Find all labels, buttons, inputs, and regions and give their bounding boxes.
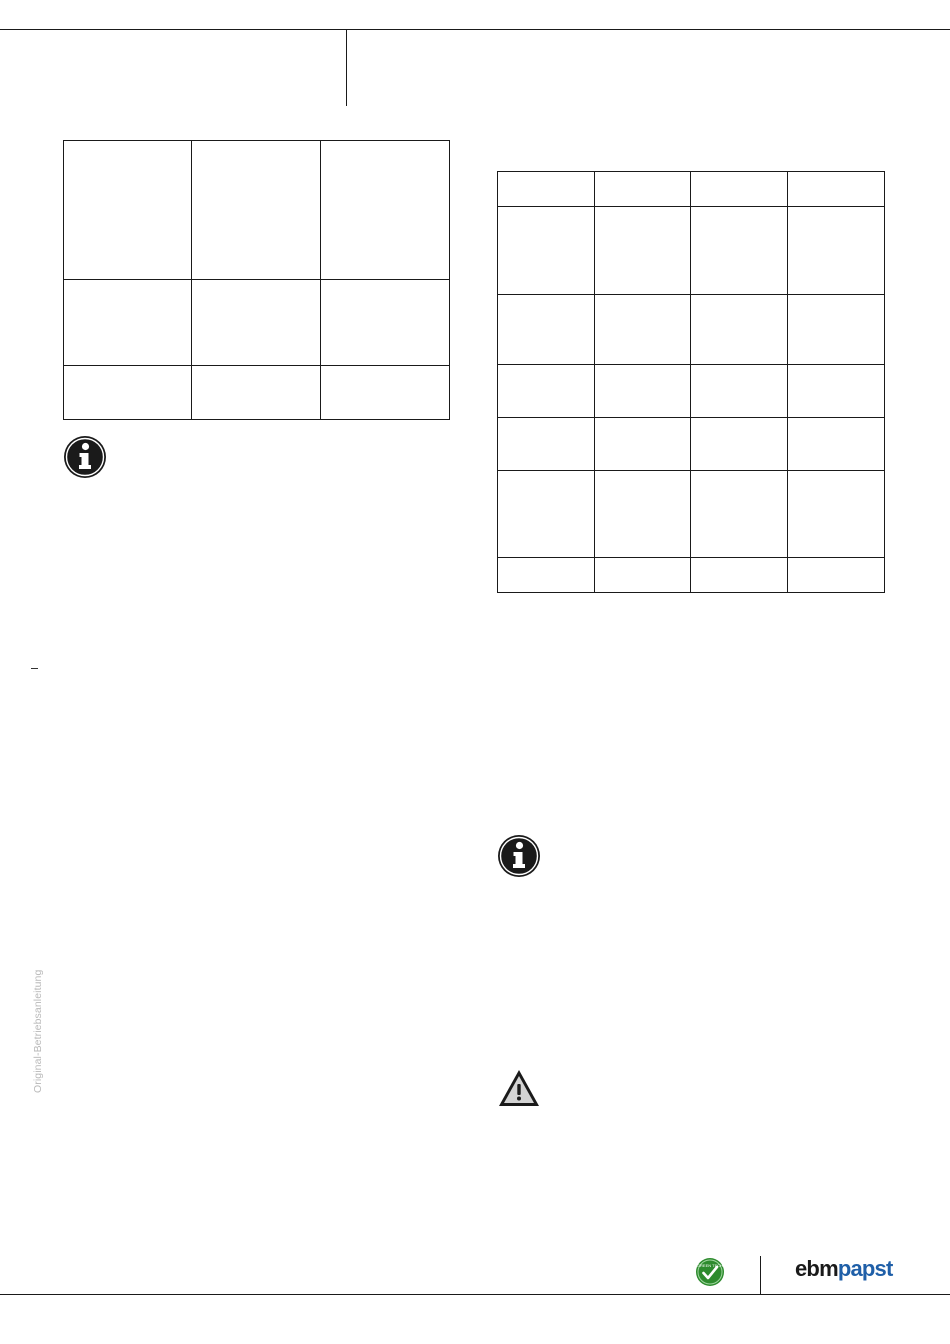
side-note: Original-Betriebsanleitung [32, 969, 44, 1093]
table-row [64, 366, 450, 420]
table-cell [595, 172, 691, 207]
table-cell [192, 280, 321, 366]
footer-divider [760, 1256, 761, 1294]
info-icon [497, 834, 541, 878]
header-divider [346, 29, 347, 106]
table-cell [64, 366, 192, 420]
table-row [64, 280, 450, 366]
table-cell [691, 558, 788, 593]
table-row [498, 207, 885, 295]
table-cell [691, 418, 788, 471]
list-dash [31, 668, 38, 669]
table-cell [788, 295, 885, 365]
table-cell [595, 207, 691, 295]
table-cell [498, 558, 595, 593]
table-cell [691, 207, 788, 295]
header-rule [0, 29, 950, 30]
table-cell [321, 141, 450, 280]
table-row [498, 418, 885, 471]
table-cell [595, 418, 691, 471]
table-cell [498, 471, 595, 558]
table-cell [691, 365, 788, 418]
checkmark-badge-icon [695, 1257, 725, 1287]
table-cell [498, 418, 595, 471]
svg-text:GREEN TECH: GREEN TECH [696, 1263, 724, 1268]
brand-logo [795, 1256, 893, 1282]
table-cell [788, 207, 885, 295]
footer-rule [0, 1294, 950, 1295]
warning-icon [497, 1068, 541, 1108]
table-cell [788, 558, 885, 593]
table-cell [691, 471, 788, 558]
table-cell [64, 141, 192, 280]
table-cell [498, 172, 595, 207]
table-cell [64, 280, 192, 366]
brand-logo-part2: papst [837, 1256, 893, 1281]
table-row [498, 295, 885, 365]
table-cell [321, 280, 450, 366]
table-cell [788, 172, 885, 207]
table-cell [788, 471, 885, 558]
brand-logo-part1: ebm [795, 1256, 838, 1281]
table-cell [595, 471, 691, 558]
table-cell [498, 207, 595, 295]
table-row [498, 172, 885, 207]
table-cell [498, 365, 595, 418]
table-cell [595, 558, 691, 593]
right-table [497, 171, 885, 593]
table-cell [595, 295, 691, 365]
table-row [498, 558, 885, 593]
table-row [64, 141, 450, 280]
table-cell [691, 172, 788, 207]
table-cell [192, 141, 321, 280]
table-row [498, 365, 885, 418]
left-table [63, 140, 450, 420]
table-cell [192, 366, 321, 420]
table-cell [595, 365, 691, 418]
table-cell [498, 295, 595, 365]
table-cell [788, 418, 885, 471]
table-cell [691, 295, 788, 365]
table-row [498, 471, 885, 558]
table-cell [321, 366, 450, 420]
info-icon [63, 435, 107, 479]
table-cell [788, 365, 885, 418]
